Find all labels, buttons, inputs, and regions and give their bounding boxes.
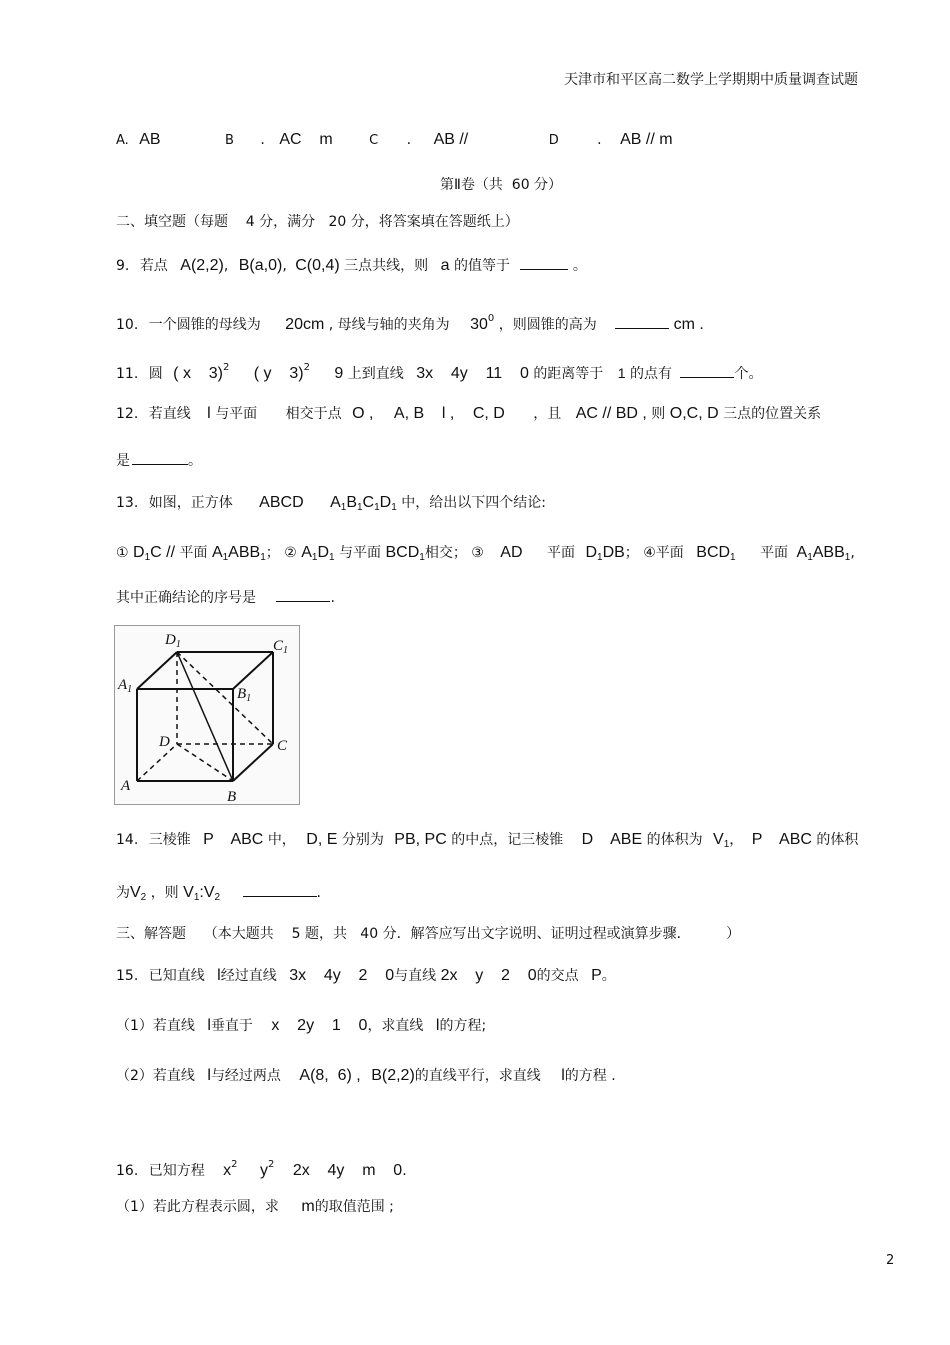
question-16 <box>116 1155 407 1181</box>
question-12 <box>116 404 821 424</box>
option-b-letter: B <box>225 133 234 148</box>
q10-angle-sup: 0 <box>487 313 495 324</box>
q14-p-abc: P ABC <box>751 831 812 848</box>
q13-c2-sub3: 1 <box>419 552 425 563</box>
q16-p1-text-2: 的取值范围 ; <box>314 1199 394 1215</box>
q10-answer-blank[interactable] <box>615 314 669 329</box>
q9-point-b: B(a,0) <box>238 257 283 274</box>
q13-c1-plane: 平面 <box>179 545 208 561</box>
label-d: D <box>159 734 170 750</box>
q13-c1-abb: ABB <box>228 544 261 561</box>
q13-c4-a: A <box>796 544 808 561</box>
q9-text-3: 的值等于 <box>453 258 510 274</box>
q13-end: . <box>330 590 335 606</box>
q14-v2 <box>130 884 146 901</box>
q15-text-4: 的交点 <box>536 968 579 984</box>
q13-c1-sub: 1 <box>144 552 151 563</box>
q15-p1-text-4: 的方程; <box>439 1018 487 1034</box>
section2-heading: 二、填空题（每题 4 分，满分 20 分，将答案填在答题纸上） <box>116 214 519 230</box>
q14-text: 三棱锥 <box>148 832 191 848</box>
question-10 <box>116 309 704 335</box>
q12-line-l: l <box>207 405 211 422</box>
question-14-line-2 <box>116 882 321 908</box>
q13-c3-d: D <box>585 544 597 561</box>
q15-text-2: 经过直线 <box>220 968 277 984</box>
q13-b1: B <box>346 494 357 511</box>
option-b-text: AC m <box>279 131 333 148</box>
q8-options <box>116 130 673 151</box>
q9-text-2: 三点共线，则 <box>344 258 429 274</box>
q13-text: 如图，正方体 <box>148 495 233 511</box>
q12-ab-on-l: A, B l , <box>393 405 455 422</box>
q15-number: 15. <box>116 968 139 984</box>
q10-text: 一个圆锥的母线为 <box>148 317 261 333</box>
edge-b1-c1 <box>233 652 273 689</box>
q11-text-3: 的距离等于 <box>533 366 604 382</box>
q13-text-3: 其中正确结论的序号是 <box>116 590 256 606</box>
q14-comma: ， <box>729 832 744 848</box>
q15-p2-text-3: 的直线平行，求直线 <box>414 1068 541 1084</box>
q12-text-2: 与平面 <box>215 406 258 422</box>
q14-v1 <box>713 831 729 848</box>
question-14 <box>116 830 858 855</box>
q15-p1-text-2: 垂直于 <box>210 1018 253 1034</box>
label-b: B <box>227 789 237 804</box>
q13-cube-base: ABCD <box>259 494 304 511</box>
q14-v2-sub: 2 <box>140 892 147 903</box>
q10-number: 10. <box>116 317 139 333</box>
q11-text: 圆 <box>148 366 163 382</box>
q14-end: . <box>316 885 321 901</box>
q13-c3-end: ； <box>624 545 639 561</box>
q13-c3-sub: 1 <box>597 552 603 563</box>
q13-cube-top <box>330 494 397 511</box>
q15-p2-text: （2）若直线 <box>116 1068 195 1084</box>
q14-text-3: 分别为 <box>341 832 384 848</box>
q13-c4-bcd: BCD <box>696 544 731 561</box>
q15-p2-text-4: 的方程 . <box>564 1068 616 1084</box>
q14-ratio-v1: V <box>183 884 194 901</box>
option-d-text: AB // m <box>620 131 673 148</box>
q16-text: 已知方程 <box>148 1163 205 1179</box>
q13-c2-plane-expr <box>385 544 424 561</box>
q15-line-1: 3x 4y 2 0 <box>289 967 395 984</box>
q14-number: 14. <box>116 832 139 848</box>
option-a-letter: A. <box>116 133 129 148</box>
label-d1: $D_1$ <box>165 632 181 650</box>
question-11 <box>116 358 762 384</box>
question-13-line-3 <box>116 587 335 608</box>
q14-answer-blank[interactable] <box>243 882 317 897</box>
q13-c1-c-par: C // <box>150 544 176 561</box>
q11-text-2: 上到直线 <box>347 366 404 382</box>
q15-line-l: l <box>217 967 221 984</box>
q13-sub-4: 1 <box>391 502 397 513</box>
q14-d-abe: D ABE <box>581 831 643 848</box>
q11-sup-1: 2 <box>222 362 230 373</box>
q16-number: 16. <box>116 1163 139 1179</box>
q14-text-8: 为 <box>116 885 130 901</box>
q12-text-4: ，且 <box>533 406 562 422</box>
option-d-letter: D <box>548 133 559 148</box>
q14-ratio-sub1: 1 <box>193 892 200 903</box>
q13-c4-mark: ④平面 <box>643 545 684 561</box>
q13-c2-expr <box>301 544 334 561</box>
option-c-text: AB // <box>433 131 469 148</box>
q12-parallel: AC // BD , <box>575 405 647 422</box>
q13-c3-plane: 平面 <box>546 545 575 561</box>
q12-text-3: 相交于点 <box>285 406 342 422</box>
q13-c2-sub: 1 <box>311 552 318 563</box>
q14-text-4: 的中点，记三棱锥 <box>451 832 564 848</box>
q13-c1-plane-expr <box>212 544 266 561</box>
q15-p2-point-b: B(2,2) <box>371 1067 415 1084</box>
q9-point-a: A(2,2) <box>180 257 224 274</box>
q10-length: 20cm <box>285 316 325 333</box>
q11-sup-2: 2 <box>303 362 310 373</box>
q14-pyramid: P ABC <box>203 831 264 848</box>
q12-cd: C, D <box>472 405 505 422</box>
q14-text-2: 中， <box>267 832 296 848</box>
q14-ratio-sub2: 2 <box>214 892 221 903</box>
q13-c2-sub2: 1 <box>329 552 335 563</box>
q12-text-5: 则 <box>651 406 666 422</box>
q11-answer-blank[interactable] <box>680 363 734 378</box>
q13-c1: C <box>362 494 375 511</box>
q16-p1-m: m <box>301 1198 315 1215</box>
part2-title: 第Ⅱ卷（共 60 分） <box>440 177 563 193</box>
q15-line-2: 2x y 2 0 <box>440 967 537 984</box>
label-c: C <box>277 738 288 754</box>
option-c-letter: C <box>369 133 379 148</box>
q15-p1-text: （1）若直线 <box>116 1018 195 1034</box>
q13-sub-3: 1 <box>374 502 380 513</box>
q10-unit: cm . <box>673 316 704 333</box>
q13-c2-d: D <box>317 544 330 561</box>
q15-point-p: P <box>591 967 602 984</box>
q15-text-3: 与直线 <box>394 968 437 984</box>
q13-c3-db: DB <box>602 544 625 561</box>
q13-c4-abb: ABB <box>812 544 845 561</box>
q9-answer-blank[interactable] <box>520 255 568 270</box>
q15-p1-line: x 2y 1 0 <box>271 1017 368 1034</box>
q11-text-4: 的点有 <box>630 366 673 382</box>
question-15 <box>116 966 616 986</box>
q14-text-5: 的体积为 <box>646 832 703 848</box>
q13-sub-2: 1 <box>356 502 363 513</box>
edge-b-c <box>233 744 273 781</box>
question-15-part-2 <box>116 1066 616 1086</box>
q9-end: 。 <box>572 258 587 274</box>
q14-v2-v: V <box>130 884 141 901</box>
q13-c1-sub2: 1 <box>222 552 229 563</box>
q13-c4-sub2: 1 <box>807 552 813 563</box>
q13-sub-1: 1 <box>340 502 347 513</box>
q11-term-2: ( y 3) <box>253 365 304 382</box>
section3-heading: 三、解答题 （本大题共 5 题，共 40 分．解答应写出文字说明、证明过程或演算步骤． ） <box>116 926 741 942</box>
q13-c1-expr <box>133 544 175 561</box>
option-a-text: AB <box>139 131 161 148</box>
label-c1: $C_1$ <box>273 638 289 656</box>
q15-p2-text-2: 与经过两点 <box>210 1068 281 1084</box>
q15-end: 。 <box>601 968 616 984</box>
q13-c4-sub3: 1 <box>844 552 851 563</box>
q13-c4-end: , <box>850 545 855 561</box>
q13-c4-plane: 平面 <box>760 545 789 561</box>
q14-text-9: ，则 <box>150 885 179 901</box>
cube-diagram <box>115 626 299 804</box>
q15-p2-l2: l <box>561 1067 565 1084</box>
q16-x-sup: 2 <box>231 1159 238 1170</box>
q15-text: 已知直线 <box>148 968 205 984</box>
q11-line-eq: 3x 4y 11 0 <box>416 365 529 382</box>
label-a1: $A_1$ <box>118 677 133 695</box>
question-12-line-2 <box>116 450 202 471</box>
question-15-part-1 <box>116 1016 486 1036</box>
page-header: 天津市和平区高二数学上学期期中质量调查试题 <box>564 72 858 88</box>
q13-answer-blank[interactable] <box>276 587 330 602</box>
q13-c3-plane-expr <box>585 544 624 561</box>
q13-c2-mark: ② <box>284 545 297 561</box>
q15-p2-point-a: A(8, 6) , <box>299 1067 361 1084</box>
q13-d1: D <box>379 494 392 511</box>
question-16-part-1 <box>116 1197 394 1217</box>
q11-rhs: 9 <box>334 365 344 382</box>
q11-term-1: ( x 3) <box>173 365 223 382</box>
q16-y: y <box>260 1162 268 1179</box>
q13-number: 13. <box>116 495 139 511</box>
q11-number: 11. <box>116 366 139 382</box>
q16-x: x <box>223 1162 232 1179</box>
q14-text-7: 的体积 <box>816 832 859 848</box>
q12-text-6: 三点的位置关系 <box>723 406 822 422</box>
option-b-dot: . <box>260 132 265 148</box>
q13-c1-end: ； <box>265 545 280 561</box>
q11-distance: 1 <box>617 365 626 381</box>
q10-text-3: ，则圆锥的高为 <box>498 317 597 333</box>
q14-ratio-v2: :V <box>199 884 215 901</box>
option-d-dot: . <box>597 132 602 148</box>
question-9: 9. 若点 A(2,2), B(a,0), C(0,4) 三点共线，则 a 的值等于 。 <box>116 257 587 274</box>
q14-de: D, E <box>306 831 338 848</box>
q11-end: 个。 <box>734 366 763 382</box>
diag-d1-b <box>177 652 233 781</box>
label-a: A <box>121 778 131 794</box>
q9-point-c: C(0,4) <box>295 257 340 274</box>
q13-c4-plane-expr <box>797 544 851 561</box>
q12-point-o: O , <box>352 405 374 422</box>
q12-number: 12. <box>116 406 139 422</box>
q13-c2-text: 与平面 <box>339 545 382 561</box>
q13-c2-bcd: BCD <box>385 544 420 561</box>
question-13-conclusions <box>116 543 855 568</box>
q9-var-a: a <box>440 257 450 274</box>
q13-c2-a: A <box>301 544 312 561</box>
cube-figure <box>114 625 300 805</box>
option-c-dot: . <box>406 132 412 148</box>
q15-p1-l2: l <box>435 1017 440 1034</box>
q12-text: 若直线 <box>148 406 191 422</box>
q13-c3-ad: AD <box>500 544 523 561</box>
q16-p1-text: （1）若此方程表示圆，求 <box>116 1199 279 1215</box>
q10-text-2: , 母线与轴的夹角为 <box>328 317 450 333</box>
q13-a1: A <box>330 494 341 511</box>
label-b1: $B_1$ <box>237 686 252 704</box>
q16-rest: 2x 4y m 0 <box>292 1162 403 1179</box>
q12-end: 。 <box>188 453 202 469</box>
q10-angle: 30 <box>470 316 488 333</box>
q15-p2-l: l <box>207 1067 211 1084</box>
q13-c1-d: D <box>133 544 145 561</box>
q12-text-7: 是 <box>116 453 130 469</box>
q16-y-sup: 2 <box>268 1159 275 1170</box>
q13-c4-expr <box>696 544 735 561</box>
q14-pb-pc: PB, PC <box>394 831 447 848</box>
q14-ratio <box>183 884 220 901</box>
q16-end: . <box>402 1163 407 1179</box>
q13-c4-sub: 1 <box>730 552 736 563</box>
q14-v1-sub: 1 <box>723 839 730 850</box>
q13-text-2: 中，给出以下四个结论: <box>401 495 546 511</box>
edge-a-d <box>137 744 177 781</box>
question-13 <box>116 493 546 518</box>
q13-c1-sub3: 1 <box>260 552 266 563</box>
edge-a1-d1 <box>137 652 177 689</box>
q15-p1-l: l <box>207 1017 211 1034</box>
q9-number: 9. <box>116 258 130 274</box>
page-number: 2 <box>886 1253 895 1268</box>
q9-text: 若点 <box>139 258 168 274</box>
q15-p1-text-3: ，求直线 <box>367 1018 424 1034</box>
q13-c1-a: A <box>211 544 223 561</box>
q14-v1-v: V <box>713 831 724 848</box>
q13-c3-mark: ③ <box>471 545 484 561</box>
q13-c1-mark: ① <box>116 545 129 561</box>
q12-points: O,C, D <box>669 405 719 422</box>
q12-answer-blank[interactable] <box>132 450 188 465</box>
q13-c2-text-2: 相交； <box>424 545 467 561</box>
